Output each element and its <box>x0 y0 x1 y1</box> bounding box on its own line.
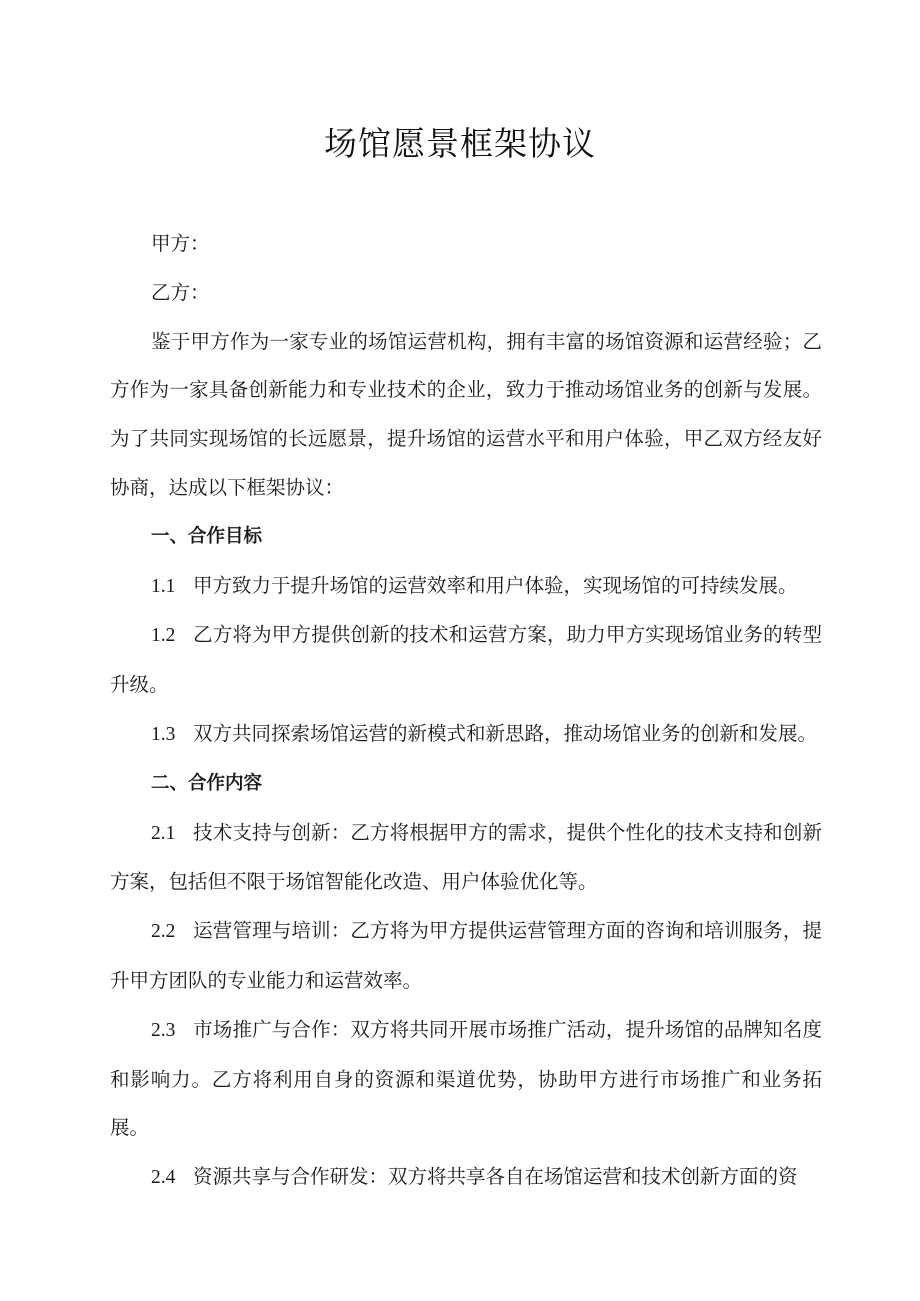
clause-2-1 <box>110 809 822 908</box>
clause-number: 2.1 <box>151 822 176 844</box>
clause-1-3 <box>110 710 822 760</box>
clause-text: 运营管理与培训：乙方将为甲方提供运营管理方面的咨询和培训服务，提升甲方团队的专业能力和运营效率。 <box>110 919 822 992</box>
clause-text: 乙方将为甲方提供创新的技术和运营方案，助力甲方实现场馆业务的转型升级。 <box>110 623 822 697</box>
clause-2-2 <box>110 907 822 1006</box>
clause-number: 2.2 <box>151 921 176 943</box>
clause-text: 资源共享与合作研发：双方将共享各自在场馆运营和技术创新方面的资 <box>193 1165 798 1189</box>
clause-text: 市场推广与合作：双方将共同开展市场推广活动，提升场馆的品牌知名度和影响力。乙方将利用自身的资源和渠道优势，协助甲方进行市场推广和业务拓展。 <box>110 1017 822 1140</box>
section-heading-content: 二、合作内容 <box>151 772 263 794</box>
clause-1-2 <box>110 611 822 710</box>
clause-number: 2.4 <box>151 1167 176 1189</box>
section-heading-goals: 一、合作目标 <box>151 525 263 547</box>
clause-number: 1.1 <box>151 575 176 597</box>
clause-1-1 <box>110 562 822 612</box>
clause-2-4 <box>110 1153 822 1203</box>
clause-text: 双方共同探索场馆运营的新模式和新思路，推动场馆业务的创新和发展。 <box>193 721 818 745</box>
document-title: 场馆愿景框架协议 <box>324 124 596 163</box>
preamble-paragraph: 鉴于甲方作为一家专业的场馆运营机构，拥有丰富的场馆资源和运营经验；乙方作为一家具备创新能力和专业技术的企业，致力于推动场馆业务的创新与发展。为了共同实现场馆的长远愿景，提升场馆的运营水平和用户体验，甲乙双方经友好协商，达成以下框架协议： <box>110 329 822 499</box>
clause-text: 甲方致力于提升场馆的运营效率和用户体验，实现场馆的可持续发展。 <box>193 573 798 597</box>
clause-text: 技术支持与创新：乙方将根据甲方的需求，提供个性化的技术支持和创新方案，包括但不限于场馆智能化改造、用户体验优化等。 <box>110 820 822 894</box>
clause-number: 1.3 <box>151 723 176 745</box>
clause-number: 1.2 <box>151 625 176 647</box>
party-b-line: 乙方： <box>151 280 210 304</box>
clause-2-3 <box>110 1006 822 1153</box>
party-a-line: 甲方： <box>151 232 210 255</box>
document-body <box>110 220 822 1203</box>
clause-number: 2.3 <box>151 1019 176 1041</box>
